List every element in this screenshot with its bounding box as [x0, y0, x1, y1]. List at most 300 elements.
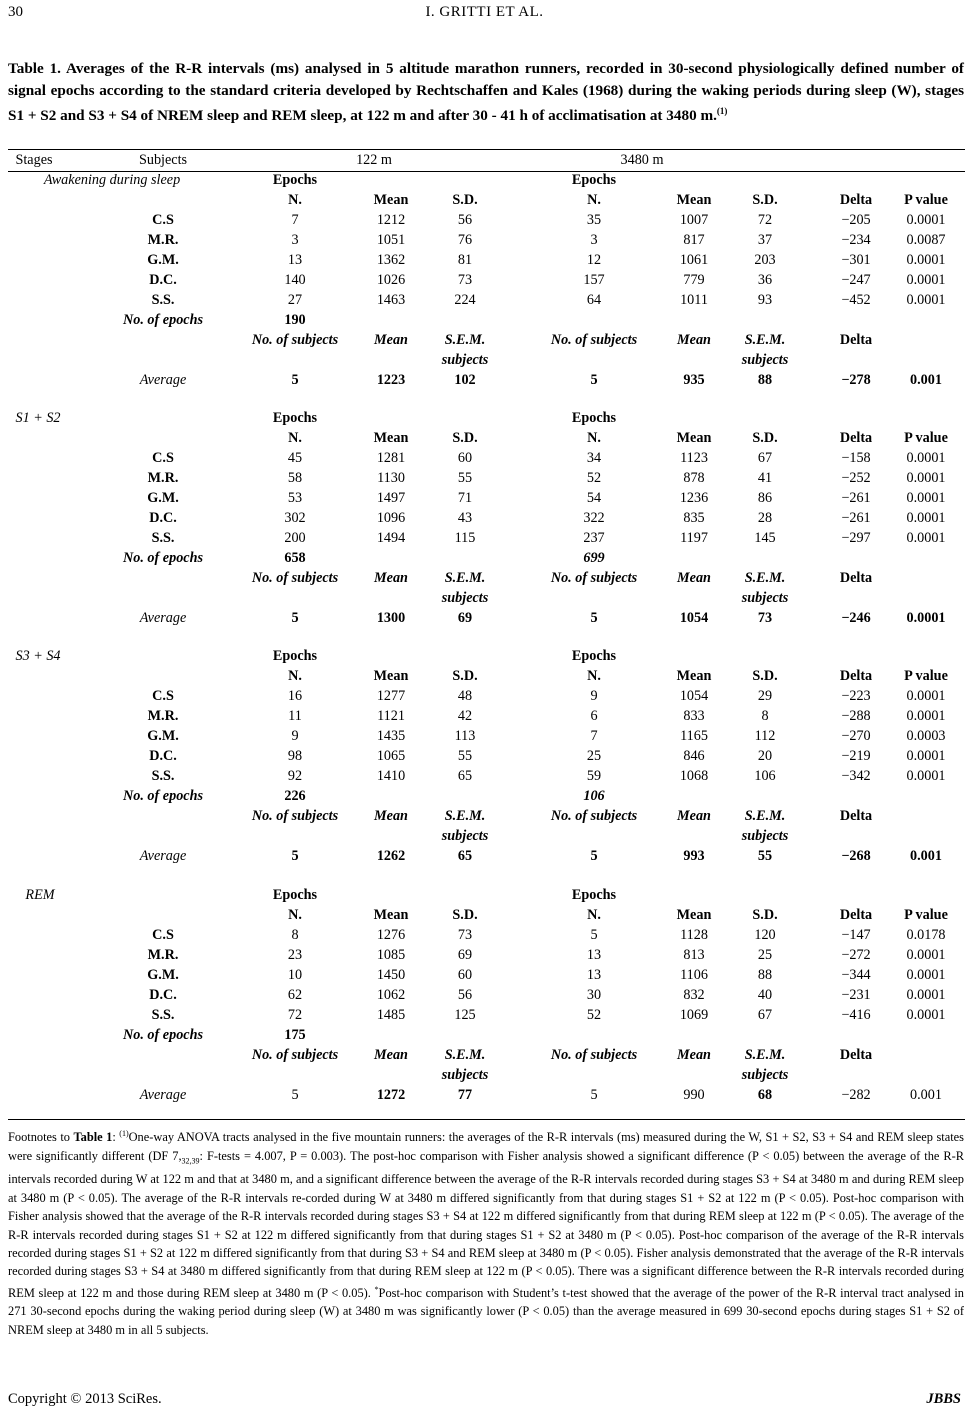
cell-value: 29 [757, 688, 773, 704]
col-header-mean: Mean [676, 192, 712, 208]
subject-name: C.S [152, 688, 174, 704]
average-value: 935 [683, 372, 705, 388]
sem-subjects-label: subjects [441, 352, 489, 368]
mean-label: Mean [677, 570, 711, 586]
no-of-subjects-label: No. of subjects [550, 1047, 638, 1063]
cell-value: 0.0087 [906, 232, 946, 248]
epochs-label-122m: Epochs [272, 410, 318, 426]
cell-value: 846 [683, 748, 705, 764]
cell-value: 72 [287, 1007, 303, 1023]
cell-value: 92 [287, 768, 303, 784]
footnote-text-a: One-way ANOVA tracts analysed in the five mountain runners: the averages of the R-R intervals (ms) measured during the W, S1 + S2, S3 + S4 and REM sleep states were significantly different (DF 7, [8, 1130, 965, 1163]
cell-value: 41 [757, 470, 773, 486]
table-row [8, 947, 965, 967]
subject-name: D.C. [149, 510, 177, 526]
sem-label: S.E.M. [744, 332, 786, 348]
page-number: 30 [8, 4, 23, 20]
cell-value: 113 [454, 728, 476, 744]
average-label: Average [139, 610, 187, 626]
cell-value: −234 [841, 232, 871, 248]
average-value: 5 [291, 1087, 299, 1103]
cell-value: 125 [454, 1007, 476, 1023]
average-row [8, 1087, 965, 1107]
table-row [8, 967, 965, 987]
sem-subjects-label: subjects [741, 828, 789, 844]
epochs-total-122m: 175 [284, 1027, 306, 1043]
copyright: Copyright © 2013 SciRes. [8, 1391, 162, 1407]
cell-value: 62 [287, 987, 303, 1003]
cell-value: −272 [841, 947, 871, 963]
epochs-total-3480m: 106 [583, 788, 605, 804]
average-value: −268 [841, 848, 871, 864]
col-header-122m: 122 m [356, 152, 392, 168]
cell-value: 12 [586, 252, 602, 268]
subject-name: M.R. [147, 947, 179, 963]
cell-value: 69 [457, 947, 473, 963]
cell-value: 81 [457, 252, 473, 268]
average-header-row [8, 808, 965, 828]
cell-value: 8 [761, 708, 769, 724]
average-value: 102 [454, 372, 476, 388]
cell-value: 64 [586, 292, 602, 308]
table-row [8, 470, 965, 490]
subject-name: G.M. [147, 967, 179, 983]
subject-name: M.R. [147, 708, 179, 724]
col-header-p: P value [904, 430, 948, 446]
average-value: 65 [457, 848, 473, 864]
average-value: 1272 [376, 1087, 406, 1103]
cell-value: 0.0001 [906, 688, 946, 704]
cell-value: 0.0001 [906, 530, 946, 546]
cell-value: 48 [457, 688, 473, 704]
subject-name: D.C. [149, 272, 177, 288]
sem-label: S.E.M. [744, 1047, 786, 1063]
col-header-sd: S.D. [452, 907, 478, 923]
col-header-mean: Mean [373, 668, 409, 684]
cell-value: 8 [291, 927, 299, 943]
subject-name: S.S. [151, 292, 175, 308]
cell-value: 1130 [377, 470, 405, 486]
delta-label: Delta [839, 332, 873, 348]
footnote-lead: Footnotes to [8, 1130, 74, 1145]
epochs-count-row [8, 312, 965, 332]
cell-value: 157 [583, 272, 605, 288]
cell-value: 3 [590, 232, 598, 248]
cell-value: −344 [841, 967, 871, 983]
cell-value: 112 [754, 728, 776, 744]
cell-value: 0.0001 [906, 947, 946, 963]
cell-value: 0.0001 [906, 490, 946, 506]
column-header-row [8, 907, 965, 927]
average-label: Average [139, 1087, 187, 1103]
cell-value: 40 [757, 987, 773, 1003]
table-caption [8, 58, 964, 127]
epochs-total-122m: 190 [284, 312, 306, 328]
cell-value: 54 [586, 490, 602, 506]
cell-value: 833 [683, 708, 705, 724]
cell-value: 0.0178 [906, 927, 946, 943]
epochs-total-122m: 226 [284, 788, 306, 804]
average-value: 5 [590, 610, 598, 626]
cell-value: 1497 [376, 490, 406, 506]
cell-value: 237 [583, 530, 605, 546]
no-of-subjects-label: No. of subjects [550, 332, 638, 348]
col-header-stages: Stages [15, 152, 53, 168]
col-header-n: N. [587, 192, 601, 208]
cell-value: 7 [590, 728, 598, 744]
col-header-p: P value [904, 907, 948, 923]
cell-value: 0.0001 [906, 272, 946, 288]
cell-value: 65 [457, 768, 473, 784]
cell-value: −342 [841, 768, 871, 784]
mean-label: Mean [677, 332, 711, 348]
stage-name: REM [25, 887, 55, 903]
cell-value: 0.0001 [906, 1007, 946, 1023]
subject-name: D.C. [149, 748, 177, 764]
no-of-subjects-label: No. of subjects [251, 808, 339, 824]
cell-value: −205 [841, 212, 871, 228]
cell-value: 1062 [376, 987, 406, 1003]
cell-value: 302 [284, 510, 306, 526]
table-row [8, 490, 965, 510]
col-header-delta: Delta [839, 668, 873, 684]
cell-value: 1011 [680, 292, 708, 308]
cell-value: 1463 [376, 292, 406, 308]
caption-text: Table 1. Averages of the R-R intervals (ms) analysed in 5 altitude marathon runners, recorded in 30-second physiologically defined number of signal epochs according to the standard criteria developed by Rechtschaffen and Kales (1968) during the waking periods during sleep (W), stages S1 + S2 and S3 + S4 of NREM sleep and REM sleep, at 122 m and after 30 - 41 h of acclimatisation at 3480 m. [8, 60, 964, 125]
sem-subjects-label: subjects [741, 590, 789, 606]
cell-value: 72 [757, 212, 773, 228]
subject-name: G.M. [147, 728, 179, 744]
cell-value: −247 [841, 272, 871, 288]
col-header-mean: Mean [676, 907, 712, 923]
cell-value: 0.0001 [906, 510, 946, 526]
epochs-label-122m: Epochs [272, 887, 318, 903]
cell-value: 36 [757, 272, 773, 288]
footnote-star: * [374, 1284, 379, 1294]
cell-value: 120 [754, 927, 776, 943]
cell-value: 67 [757, 1007, 773, 1023]
subject-name: D.C. [149, 987, 177, 1003]
cell-value: 203 [754, 252, 776, 268]
mean-label: Mean [677, 808, 711, 824]
cell-value: 13 [586, 947, 602, 963]
stage-name: S3 + S4 [15, 648, 61, 664]
average-value: 1300 [376, 610, 406, 626]
cell-value: 779 [683, 272, 705, 288]
col-header-n: N. [587, 430, 601, 446]
no-of-epochs-label: No. of epochs [123, 550, 203, 566]
no-of-subjects-label: No. of subjects [251, 332, 339, 348]
cell-value: 1450 [376, 967, 406, 983]
col-header-3480m: 3480 m [620, 152, 664, 168]
page-header [0, 4, 969, 24]
col-header-n: N. [587, 668, 601, 684]
col-header-mean: Mean [676, 430, 712, 446]
average-value: 5 [291, 848, 299, 864]
col-header-mean: Mean [373, 192, 409, 208]
table-row [8, 450, 965, 470]
cell-value: 0.0001 [906, 987, 946, 1003]
cell-value: 1281 [376, 450, 406, 466]
average-row [8, 372, 965, 392]
cell-value: 0.0001 [906, 212, 946, 228]
average-value: 0.001 [910, 372, 942, 388]
cell-value: 34 [586, 450, 602, 466]
sem-label: S.E.M. [444, 570, 486, 586]
sem-subjects-label: subjects [741, 352, 789, 368]
cell-value: 23 [287, 947, 303, 963]
average-label: Average [139, 372, 187, 388]
cell-value: 73 [457, 927, 473, 943]
table-footnote: Footnotes to Table 1: $^{(1)}$One-way ANOVA tracts analysed in the five mountain runners: the averages of the R-R intervals (ms) measured during the W, S1 + S2, S3 + S4 and REM sleep states were significantly different (DF $7,_{32,39}$: F-tests = 4.007, P = 0.003). The post-hoc comparison with Fisher analysis showed a significant difference (P < 0.05) between the average of the R-R intervals recorded during W at 122 m and that at 3480 m, and a significant difference between the average of the R-R intervals recorded during stages S3 + S4 at 3480 m and during REM sleep at 3480 m (P < 0.05). The average of the R-R intervals re-corded during W at 3480 m differed significantly from that during stages S1 + S2 at 122 m (P < 0.05). Post-hoc comparison with Fisher analysis showed that the average of the R-R intervals recorded during stages S3 + S4 at 122 m differed significantly from that during REM sleep at 122 m (P < 0.05). The average of the R-R intervals recorded during stages S1 + S2 at 122 m differed significantly from that during stages S1 + S2 at 3480 m (P < 0.05). Post-hoc comparison of the average of the R-R intervals recorded during stages S1 + S2 at 122 m differed significantly from that during S3 + S4 and REM sleep at 3480 m (P < 0.05). Fisher analysis demonstrated that the average of the R-R intervals recorded during stages S3 + S4 at 3480 m differed significantly from that during REM sleep at 122 m (P < 0.05). There was a significant difference between the R-R intervals recorded during REM sleep at 122 m and those during REM sleep at 3480 m (P < 0.05). *Post-hoc comparison with Student’s t-test showed that the average of the power of the R-R interval tract analysed in 271 30-second epochs during the waking period during sleep (W) at 3480 m was significantly lower (P < 0.05) than the average measured in 699 30-second epochs during stages S1 + S2 of NREM sleep at 3480 m in all 5 subjects. [8, 1129, 965, 1337]
cell-value: 25 [586, 748, 602, 764]
col-header-n: N. [288, 668, 302, 684]
epochs-label-3480m: Epochs [571, 648, 617, 664]
cell-value: 0.0001 [906, 768, 946, 784]
average-value: −282 [841, 1087, 871, 1103]
table-row [8, 510, 965, 530]
cell-value: 1007 [679, 212, 709, 228]
average-value: 0.0001 [906, 610, 946, 626]
epochs-count-row [8, 1027, 965, 1047]
block-header-row [8, 172, 965, 192]
average-header-row-2 [8, 590, 965, 610]
cell-value: 1121 [377, 708, 405, 724]
epochs-label-122m: Epochs [272, 648, 318, 664]
average-row [8, 848, 965, 868]
subject-name: M.R. [147, 470, 179, 486]
subject-name: G.M. [147, 490, 179, 506]
footnote-df-sub: 32,39 [181, 1156, 200, 1165]
column-header-row [8, 430, 965, 450]
col-header-mean: Mean [373, 430, 409, 446]
average-header-row-2 [8, 1067, 965, 1087]
epochs-total-122m: 658 [284, 550, 306, 566]
cell-value: 1106 [680, 967, 708, 983]
epochs-label-3480m: Epochs [571, 887, 617, 903]
cell-value: 106 [754, 768, 776, 784]
average-value: 73 [757, 610, 773, 626]
table-row [8, 212, 965, 232]
subject-name: C.S [152, 927, 174, 943]
block-header-row [8, 410, 965, 430]
col-header-delta: Delta [839, 430, 873, 446]
average-value: 77 [457, 1087, 473, 1103]
cell-value: 878 [683, 470, 705, 486]
average-value: 5 [291, 372, 299, 388]
average-value: 69 [457, 610, 473, 626]
cell-value: 1123 [680, 450, 708, 466]
cell-value: 1236 [679, 490, 709, 506]
table-row [8, 272, 965, 292]
table-header-row [8, 152, 965, 172]
average-value: −278 [841, 372, 871, 388]
cell-value: 3 [291, 232, 299, 248]
cell-value: 55 [457, 748, 473, 764]
cell-value: 28 [757, 510, 773, 526]
subject-name: C.S [152, 450, 174, 466]
sem-subjects-label: subjects [441, 590, 489, 606]
cell-value: 0.0001 [906, 470, 946, 486]
sem-subjects-label: subjects [741, 1067, 789, 1083]
subject-name: S.S. [151, 530, 175, 546]
cell-value: 0.0001 [906, 708, 946, 724]
block-header-row [8, 887, 965, 907]
table-row [8, 252, 965, 272]
cell-value: 1051 [376, 232, 406, 248]
table-top-rule [8, 149, 965, 150]
subject-name: S.S. [151, 1007, 175, 1023]
col-header-mean: Mean [676, 668, 712, 684]
cell-value: 0.0001 [906, 450, 946, 466]
epochs-label-122m: Epochs [272, 172, 318, 188]
table-row [8, 232, 965, 252]
cell-value: 10 [287, 967, 303, 983]
subject-name: G.M. [147, 252, 179, 268]
sem-label: S.E.M. [744, 808, 786, 824]
mean-label: Mean [374, 332, 408, 348]
cell-value: 27 [287, 292, 303, 308]
delta-label: Delta [839, 808, 873, 824]
cell-value: −270 [841, 728, 871, 744]
cell-value: 9 [590, 688, 598, 704]
table-row [8, 748, 965, 768]
cell-value: 1026 [376, 272, 406, 288]
sem-subjects-label: subjects [441, 828, 489, 844]
col-header-n: N. [288, 430, 302, 446]
sem-label: S.E.M. [744, 570, 786, 586]
journal-name: JBBS [926, 1391, 961, 1407]
average-header-row-2 [8, 828, 965, 848]
mean-label: Mean [374, 1047, 408, 1063]
cell-value: −158 [841, 450, 871, 466]
no-of-subjects-label: No. of subjects [251, 1047, 339, 1063]
col-header-sd: S.D. [752, 907, 778, 923]
table-row [8, 292, 965, 312]
cell-value: 1410 [376, 768, 406, 784]
col-header-sd: S.D. [452, 192, 478, 208]
epochs-label-3480m: Epochs [571, 410, 617, 426]
mean-label: Mean [677, 1047, 711, 1063]
cell-value: −252 [841, 470, 871, 486]
column-header-row [8, 668, 965, 688]
cell-value: 76 [457, 232, 473, 248]
col-header-mean: Mean [373, 907, 409, 923]
no-of-epochs-label: No. of epochs [123, 1027, 203, 1043]
cell-value: −288 [841, 708, 871, 724]
cell-value: 1212 [376, 212, 406, 228]
cell-value: 0.0003 [906, 728, 946, 744]
average-value: 0.001 [910, 1087, 942, 1103]
cell-value: 55 [457, 470, 473, 486]
subject-name: M.R. [147, 232, 179, 248]
delta-label: Delta [839, 570, 873, 586]
no-of-epochs-label: No. of epochs [123, 788, 203, 804]
footnote-text-c: Post-hoc comparison with Student’s t-test showed that the average of the power of the R-R interval tract analysed in 271 30-second epochs during the waking period during sleep (W) at 3480 m was significantly lower (P < 0.05) than the average measured in 699 30-second epochs during stages S1 + S2 of NREM sleep at 3480 m in all 5 subjects. [8, 1285, 964, 1337]
average-value: 88 [757, 372, 773, 388]
cell-value: 56 [457, 987, 473, 1003]
cell-value: 86 [757, 490, 773, 506]
cell-value: 93 [757, 292, 773, 308]
cell-value: 832 [683, 987, 705, 1003]
cell-value: 16 [287, 688, 303, 704]
cell-value: −301 [841, 252, 871, 268]
no-of-epochs-label: No. of epochs [123, 312, 203, 328]
col-header-delta: Delta [839, 192, 873, 208]
cell-value: 58 [287, 470, 303, 486]
block-header-row [8, 648, 965, 668]
footnote-table-ref: Table 1 [73, 1130, 113, 1145]
average-row [8, 610, 965, 630]
cell-value: −219 [841, 748, 871, 764]
cell-value: 67 [757, 450, 773, 466]
table-row [8, 768, 965, 788]
cell-value: 1054 [679, 688, 709, 704]
col-header-delta: Delta [839, 907, 873, 923]
cell-value: 52 [586, 470, 602, 486]
average-value: 68 [757, 1087, 773, 1103]
cell-value: 13 [287, 252, 303, 268]
average-value: 0.001 [910, 848, 942, 864]
table-row [8, 530, 965, 550]
cell-value: 1096 [376, 510, 406, 526]
caption-footnote-mark: (1) [716, 106, 728, 116]
cell-value: 1068 [679, 768, 709, 784]
cell-value: 73 [457, 272, 473, 288]
cell-value: 1165 [680, 728, 708, 744]
stage-name: Awakening during sleep [43, 172, 181, 188]
mean-label: Mean [374, 570, 408, 586]
cell-value: 0.0001 [906, 252, 946, 268]
cell-value: 25 [757, 947, 773, 963]
cell-value: −223 [841, 688, 871, 704]
sem-label: S.E.M. [444, 332, 486, 348]
cell-value: 0.0001 [906, 292, 946, 308]
cell-value: −261 [841, 510, 871, 526]
col-header-n: N. [587, 907, 601, 923]
cell-value: 835 [683, 510, 705, 526]
average-value: 993 [683, 848, 705, 864]
average-value: 1054 [679, 610, 709, 626]
table-row [8, 708, 965, 728]
col-header-p: P value [904, 668, 948, 684]
cell-value: 1128 [680, 927, 708, 943]
cell-value: −452 [841, 292, 871, 308]
epochs-count-row [8, 788, 965, 808]
cell-value: −416 [841, 1007, 871, 1023]
cell-value: 71 [457, 490, 473, 506]
footnote-text-b: : F-tests = 4.007, P = 0.003). The post-hoc comparison with Fisher analysis showed a significant difference (P < 0.05) between the average of the R-R intervals recorded during W at 122 m and that at 3480 m, and a significant difference between the average of the R-R intervals recorded during stages S3 + S4 at 3480 m and during REM sleep at 3480 m (P < 0.05). The average of the R-R intervals re-corded during W at 3480 m differed significantly from that during stages S1 + S2 at 122 m (P < 0.05). Post-hoc comparison with Fisher analysis showed that the average of the R-R intervals recorded during stages S3 + S4 at 122 m differed significantly from that during REM sleep at 122 m (P < 0.05). The average of the R-R intervals recorded during stages S1 + S2 at 122 m differed significantly from that during stages S1 + S2 at 3480 m (P < 0.05). Post-hoc comparison of the average of the R-R intervals recorded during stages S1 + S2 at 122 m differed significantly from that during S3 + S4 and REM sleep at 3480 m (P < 0.05). Fisher analysis demonstrated that the average of the R-R intervals recorded during stages S3 + S4 at 3480 m differed significantly from that during REM sleep at 122 m (P < 0.05). There was a significant difference between the R-R intervals recorded during REM sleep at 122 m and those during REM sleep at 3480 m (P < 0.05). [8, 1148, 965, 1300]
footnote-sup: (1) [119, 1129, 129, 1138]
col-header-sd: S.D. [752, 192, 778, 208]
table-bottom-rule [8, 1119, 965, 1120]
stage-name: S1 + S2 [15, 410, 61, 426]
cell-value: 7 [291, 212, 299, 228]
average-header-row-2 [8, 352, 965, 372]
running-head: I. GRITTI ET AL. [425, 4, 544, 20]
table-row [8, 728, 965, 748]
average-value: −246 [841, 610, 871, 626]
cell-value: 817 [683, 232, 705, 248]
epochs-total-3480m: 699 [583, 550, 605, 566]
cell-value: −261 [841, 490, 871, 506]
cell-value: 1061 [679, 252, 709, 268]
cell-value: 20 [757, 748, 773, 764]
cell-value: 140 [284, 272, 306, 288]
cell-value: 30 [586, 987, 602, 1003]
average-value: 5 [590, 848, 598, 864]
cell-value: 42 [457, 708, 473, 724]
